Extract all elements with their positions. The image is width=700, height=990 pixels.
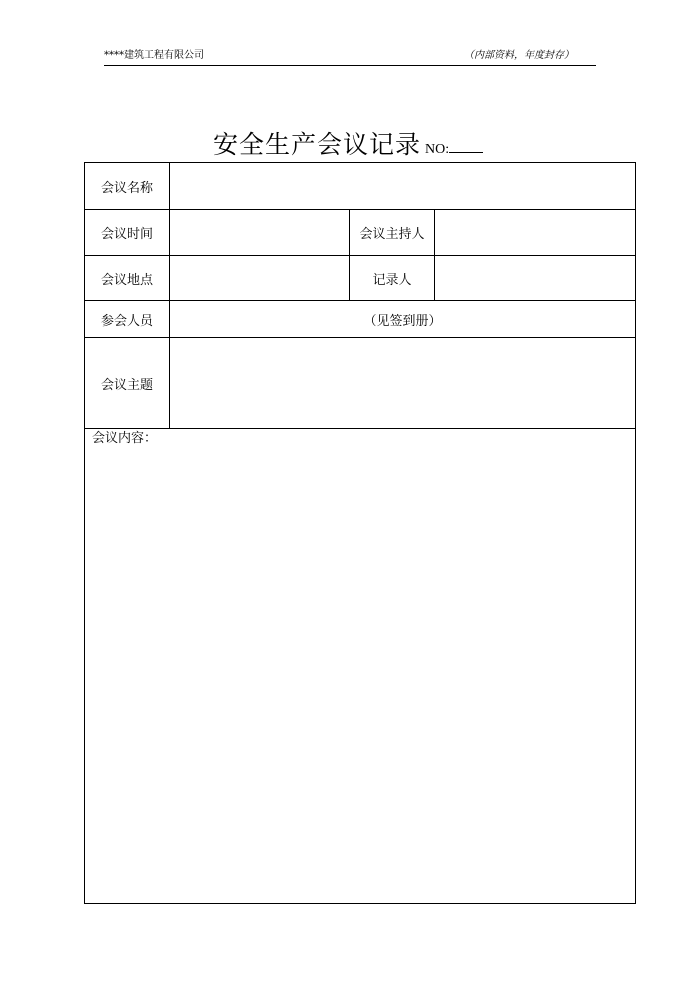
meeting-name-field[interactable] bbox=[170, 163, 635, 209]
content-label: 会议内容： bbox=[92, 431, 158, 446]
location-field[interactable] bbox=[170, 256, 349, 300]
recorder-field[interactable] bbox=[435, 256, 635, 300]
content-field[interactable] bbox=[85, 449, 635, 903]
title-text: 安全生产会议记录 bbox=[213, 130, 422, 159]
meeting-time-field[interactable] bbox=[170, 210, 349, 255]
location-label: 会议地点 bbox=[100, 272, 153, 288]
record-number-field[interactable] bbox=[449, 140, 483, 153]
company-name: ****建筑工程有限公司 bbox=[104, 50, 204, 61]
page-header bbox=[104, 49, 596, 66]
attendees-label: 参会人员 bbox=[100, 313, 153, 329]
meeting-time-label: 会议时间 bbox=[100, 227, 153, 242]
row-divider bbox=[85, 428, 635, 429]
meeting-record-form bbox=[84, 162, 636, 904]
archive-note: （内部资料，年度封存） bbox=[464, 50, 574, 61]
topic-field[interactable] bbox=[170, 338, 635, 428]
recorder-label: 记录人 bbox=[372, 272, 412, 288]
meeting-name-label: 会议名称 bbox=[100, 180, 153, 196]
attendees-field[interactable]: （见签到册） bbox=[363, 313, 442, 329]
record-number-label: NO: bbox=[425, 142, 450, 157]
topic-label: 会议主题 bbox=[100, 377, 153, 393]
host-field[interactable] bbox=[435, 210, 635, 255]
host-label: 会议主持人 bbox=[359, 227, 425, 242]
